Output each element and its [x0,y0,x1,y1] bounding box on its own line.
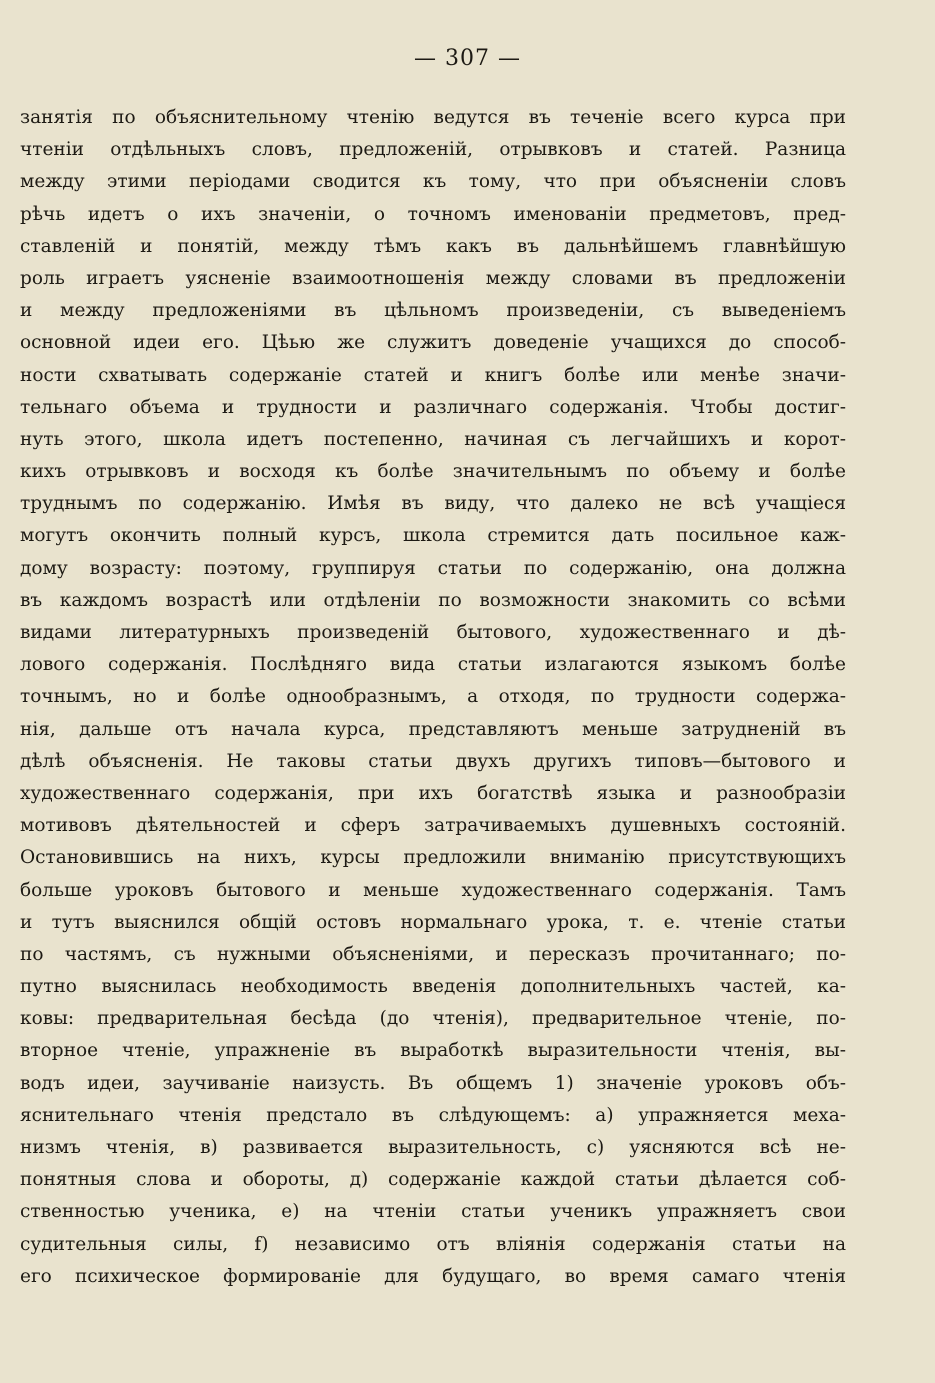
text-line: больше уроковъ бытового и меньше художественнаго содержанія. Тамъ [20,879,846,901]
text-line: видами литературныхъ произведеній бытового, художественнаго и дѣ- [20,622,846,643]
text-line: и тутъ выяснился общій остовъ нормальнаго урока, т. е. чтеніе статьи [20,911,846,933]
text-line: ственностью ученика, е) на чтеніи статьи ученикъ упражняетъ свои [20,1201,846,1223]
text-line: рѣчь идетъ о ихъ значеніи, о точномъ именованіи предметовъ, пред- [20,203,846,225]
text-line: путно выяснилась необходимость введенія дополнительныхъ частей, ка- [20,976,846,998]
text-line: тельнаго объема и трудности и различнаго содержанія. Чтобы достиг- [20,396,846,418]
text-line: ставленій и понятій, между тѣмъ какъ въ дальнѣйшемъ главнѣйшую [20,235,846,257]
text-line: художественнаго содержанія, при ихъ богатствѣ языка и разнообразіи [20,782,846,804]
text-line: лового содержанія. Послѣдняго вида статьи излагаются языкомъ болѣе [20,654,846,676]
text-line: водъ идеи, заучиваніе наизусть. Въ общемъ 1) значеніе уроковъ объ- [20,1072,846,1094]
text-line: занятія по объяснительному чтенію ведутся въ теченіе всего курса при [20,107,846,128]
text-line: его психическое формированіе для будущаго, во время самаго чтенія [20,1265,846,1287]
text-line: могутъ окончить полный курсъ, школа стремится дать посильное каж- [20,525,846,547]
text-line: кихъ отрывковъ и восходя къ болѣе значительнымъ по объему и болѣе [20,461,846,483]
text-line: судительныя силы, f) независимо отъ вліянія содержанія статьи на [20,1233,846,1255]
text-line: дому возрасту: поэтому, группируя статьи по содержанію, она должна [20,557,846,579]
text-line: ности схватывать содержаніе статей и книгъ болѣе или менѣе значи- [20,364,846,386]
text-line: мотивовъ дѣятельностей и сферъ затрачиваемыхъ душевныхъ состояній. [20,815,846,837]
text-line: Остановившись на нихъ, курсы предложили вниманію присутствующихъ [20,847,846,869]
text-line: по частямъ, съ нужными объясненіями, и пересказъ прочитаннаго; по- [20,943,846,965]
text-line: низмъ чтенія, в) развивается выразительность, с) уясняются всѣ не- [20,1137,846,1158]
text-line: роль играетъ уясненіе взаимоотношенія между словами въ предложеніи [20,267,846,289]
text-line: вторное чтеніе, упражненіе въ выработкѣ выразительности чтенія, вы- [20,1040,846,1062]
text-line: труднымъ по содержанію. Имѣя въ виду, что далеко не всѣ учащіеся [20,493,846,515]
text-line: точнымъ, но и болѣе однообразнымъ, а отходя, по трудности содержа- [20,686,846,708]
text-line: нуть этого, школа идетъ постепенно, начиная съ легчайшихъ и корот- [20,428,846,450]
text-line: яснительнаго чтенія предстало въ слѣдующемъ: а) упражняется меха- [20,1104,846,1126]
body-text [20,102,846,1293]
text-line: между этими періодами сводится къ тому, что при объясненіи словъ [20,171,846,193]
text-line: основной идеи его. Цѣью же служитъ доведеніе учащихся до способ- [20,332,846,354]
text-line: понятныя слова и обороты, д) содержаніе каждой статьи дѣлается соб- [20,1169,846,1191]
text-line: ковы: предварительная бесѣда (до чтенія), предварительное чтеніе, по- [20,1008,846,1030]
text-line: и между предложеніями въ цѣльномъ произведеніи, съ выведеніемъ [20,300,846,322]
text-line: чтеніи отдѣльныхъ словъ, предложеній, отрывковъ и статей. Разница [20,139,846,161]
text-line: нія, дальше отъ начала курса, представляютъ меньше затрудненій въ [20,718,846,740]
text-line: дѣлѣ объясненія. Не таковы статьи двухъ другихъ типовъ—бытового и [20,750,846,772]
text-line: въ каждомъ возрастѣ или отдѣленіи по возможности знакомить со всѣми [20,589,846,611]
page-number: — 307 — [414,46,521,71]
